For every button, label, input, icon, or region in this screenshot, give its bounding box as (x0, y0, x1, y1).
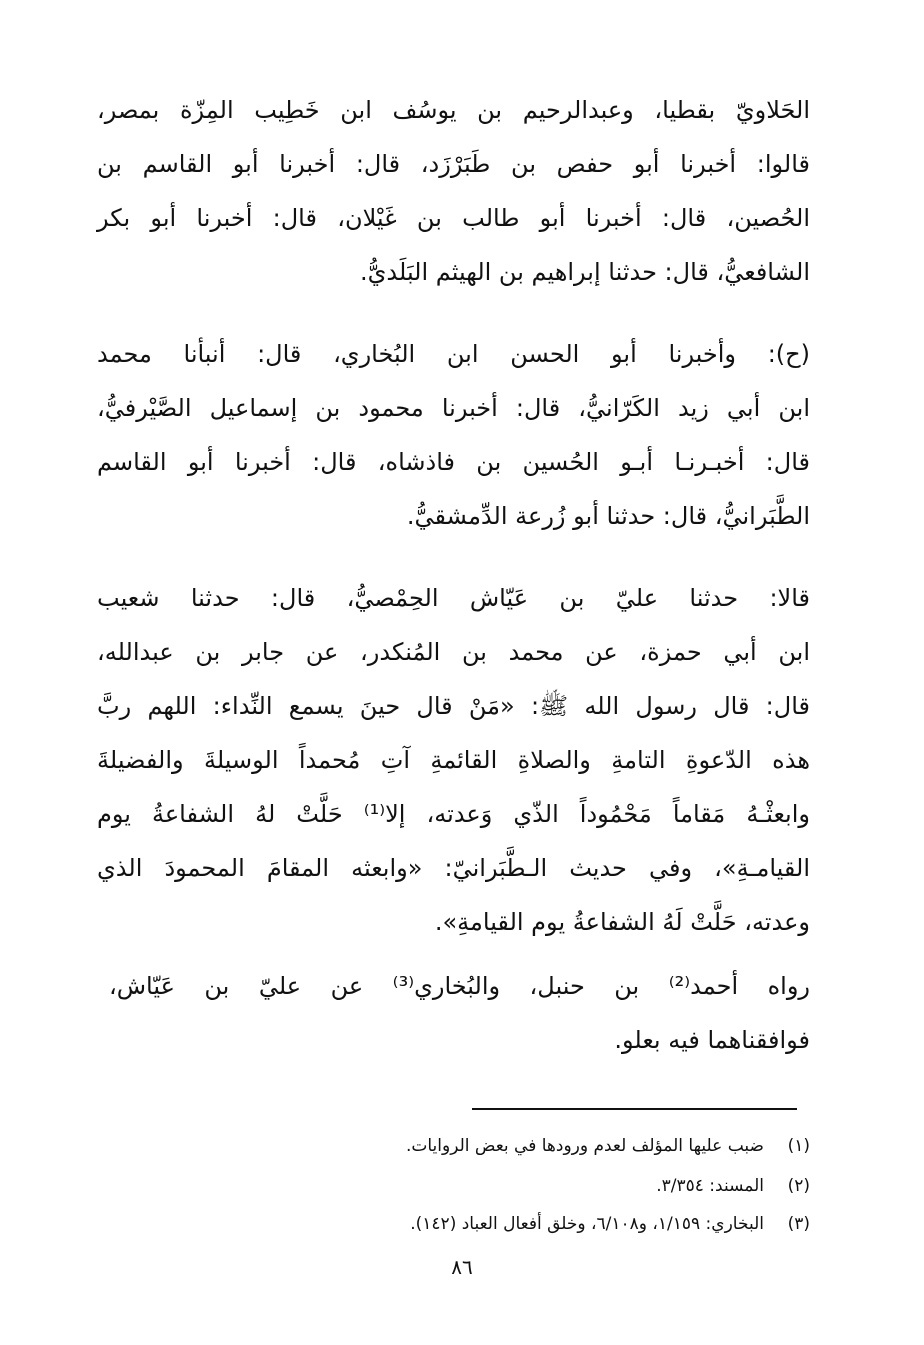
paragraph-3-line-1: قالا: حدثنا عليّ بن عَيّاش الحِمْصيُّ، قال: حدثنا شعيب (97, 584, 810, 612)
paragraph-1-line-1: الحَلاويّ بقطيا، وعبدالرحيم بن يوسُف ابن خَطِيب المِزّة بمصر، (97, 96, 810, 124)
footnote-3 (0, 1210, 924, 1238)
paragraph-3-line-7: وعدته، حَلَّتْ لَهُ الشفاعةُ يوم القيامةِ». (434, 908, 810, 936)
paragraph-2-line-2: ابن أبي زيد الكَرّانيُّ، قال: أخبرنا محمود بن إسماعيل الصَّيْرفيُّ، (97, 394, 810, 422)
paragraph-3-line-4: هذه الدّعوةِ التامةِ والصلاةِ القائمةِ آتِ مُحمداً الوسيلةَ والفضيلةَ (97, 746, 810, 774)
paragraph-1-line-3: الحُصين، قال: أخبرنا أبو طالب بن غَيْلان، قال: أخبرنا أبو بكر (97, 204, 810, 232)
footnote-2 (0, 1172, 924, 1200)
paragraph-4-line-2: فوافقناهما فيه بعلو. (614, 1026, 810, 1054)
footnote-2-text: المسند: ٣/٣٥٤. (656, 1176, 764, 1196)
paragraph-2-line-4: الطَّبَرانيُّ، قال: حدثنا أبو زُرعة الدِّمشقيُّ. (406, 502, 810, 530)
paragraph-3-line-2: ابن أبي حمزة، عن محمد بن المُنكدر، عن جابر بن عبدالله، (97, 638, 810, 666)
footnote-1-number: (١) (787, 1136, 810, 1156)
paragraph-3-line-5: وابعثْـهُ مَقاماً مَحْمُوداً الذّي وَعدته، إلا⁽¹⁾ حَلَّتْ لهُ الشفاعةُ يوم (97, 800, 810, 828)
paragraph-2-line-1: (ح): وأخبرنا أبو الحسن ابن البُخاري، قال: أنبأنا محمد (97, 340, 810, 368)
paragraph-3-line-3: قال: قال رسول الله ﷺ: «مَنْ قال حينَ يسمع النِّداء: اللهم ربَّ (97, 692, 810, 720)
footnote-3-number: (٣) (787, 1214, 810, 1234)
footnote-1-text: ضبب عليها المؤلف لعدم ورودها في بعض الروايات. (405, 1136, 764, 1156)
paragraph-3-line-6: القيامـةِ»، وفي حديث الـطَّبَرانيّ: «وابعثه المقامَ المحمودَ الذي (97, 854, 810, 882)
paragraph-4-line-1: رواه أحمد⁽²⁾ بن حنبل، والبُخاري⁽³⁾ عن عليّ بن عَيّاش، (109, 972, 811, 1000)
footnote-3-text: البخاري: ١/١٥٩، و٦/١٠٨، وخلق أفعال العباد (١٤٢). (410, 1214, 764, 1234)
paragraph-1-line-2: قالوا: أخبرنا أبو حفص بن طَبَرْزَد، قال: أخبرنا أبو القاسم بن (97, 150, 810, 178)
paragraph-1-line-4: الشافعيُّ، قال: حدثنا إبراهيم بن الهيثم البَلَديُّ. (359, 258, 810, 286)
paragraph-2-line-3: قال: أخبـرنـا أبـو الحُسين بن فاذشاه، قال: أخبرنا أبو القاسم (97, 448, 810, 476)
page-number: ٨٦ (451, 1255, 473, 1279)
footnote-separator (472, 1108, 797, 1110)
footnote-1 (0, 1132, 924, 1160)
footnote-2-number: (٢) (787, 1176, 810, 1196)
